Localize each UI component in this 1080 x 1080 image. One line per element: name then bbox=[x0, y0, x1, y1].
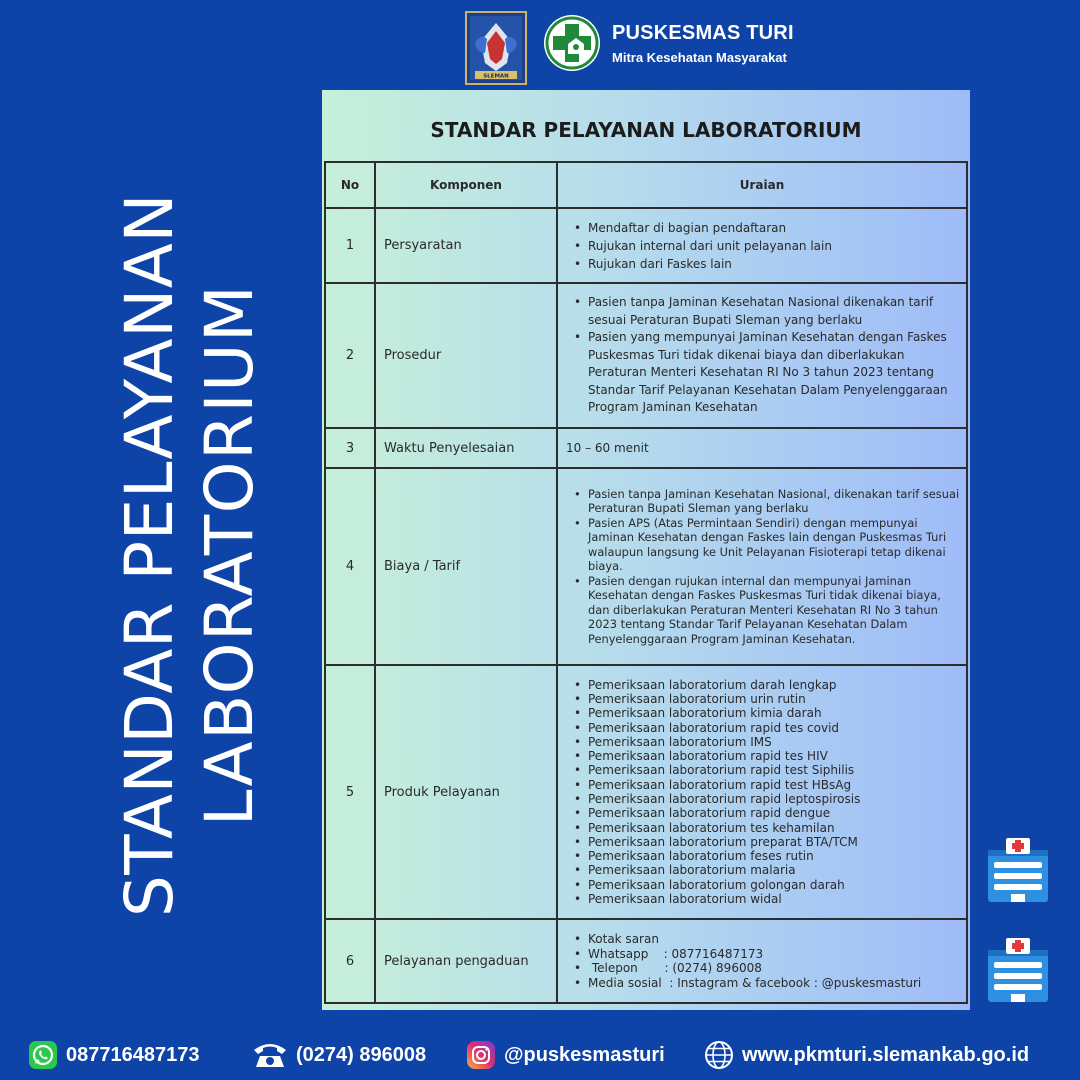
svg-text:SLEMAN: SLEMAN bbox=[483, 73, 509, 80]
list-item: • Pemeriksaan laboratorium tes kehamilan bbox=[574, 821, 960, 835]
card-title: STANDAR PELAYANAN LABORATORIUM bbox=[430, 118, 862, 142]
footer-phone-text: (0274) 896008 bbox=[296, 1043, 427, 1066]
row-number: 6 bbox=[325, 919, 375, 1003]
table-row bbox=[325, 665, 967, 919]
list-item: • Pemeriksaan laboratorium golongan darah bbox=[574, 878, 960, 892]
list-item: • Pemeriksaan laboratorium rapid dengue bbox=[574, 806, 960, 820]
row-number: 5 bbox=[325, 665, 375, 919]
list-item: • Pemeriksaan laboratorium rapid test HBsAg bbox=[574, 778, 960, 792]
header-komponen: Komponen bbox=[375, 162, 557, 208]
list-item: • Pemeriksaan laboratorium rapid test Siphilis bbox=[574, 763, 960, 777]
list-item: • Pemeriksaan laboratorium rapid leptospirosis bbox=[574, 792, 960, 806]
list-item: • Pasien tanpa Jaminan Kesehatan Nasional, dikenakan tarif sesuai Peraturan Bupati Sleman yang berlaku bbox=[574, 487, 960, 516]
list-item: • Telepon : (0274) 896008 bbox=[574, 961, 960, 976]
table-row bbox=[325, 283, 967, 428]
row-uraian: 10 – 60 menit bbox=[557, 428, 967, 468]
sleman-emblem-icon bbox=[465, 11, 527, 85]
footer-phone[interactable] bbox=[252, 1038, 426, 1072]
footer-website[interactable] bbox=[704, 1038, 1029, 1072]
row-komponen: Waktu Penyelesaian bbox=[375, 428, 557, 468]
list-item: • Pemeriksaan laboratorium widal bbox=[574, 892, 960, 906]
row-uraian bbox=[557, 208, 967, 283]
row-komponen: Prosedur bbox=[375, 283, 557, 428]
instagram-icon bbox=[466, 1040, 496, 1070]
hospital-icon bbox=[984, 936, 1052, 1004]
row-uraian bbox=[557, 468, 967, 665]
service-standard-table bbox=[324, 161, 968, 1004]
row-komponen: Produk Pelayanan bbox=[375, 665, 557, 919]
header-no: No bbox=[325, 162, 375, 208]
row-uraian bbox=[557, 283, 967, 428]
list-item: • Pemeriksaan laboratorium preparat BTA/TCM bbox=[574, 835, 960, 849]
footer-instagram[interactable] bbox=[466, 1038, 665, 1072]
list-item: • Media sosial : Instagram & facebook : @puskesmasturi bbox=[574, 976, 960, 991]
list-item: • Pemeriksaan laboratorium darah lengkap bbox=[574, 678, 960, 692]
row-number: 3 bbox=[325, 428, 375, 468]
row-uraian bbox=[557, 665, 967, 919]
list-item: • Pemeriksaan laboratorium rapid tes covid bbox=[574, 721, 960, 735]
list-item: • Kotak saran bbox=[574, 932, 960, 947]
row-number: 4 bbox=[325, 468, 375, 665]
service-standard-card bbox=[322, 90, 970, 1010]
list-item: • Pemeriksaan laboratorium malaria bbox=[574, 863, 960, 877]
list-item: • Pemeriksaan laboratorium feses rutin bbox=[574, 849, 960, 863]
globe-icon bbox=[704, 1040, 734, 1070]
side-title bbox=[110, 135, 270, 975]
list-item: • Pasien tanpa Jaminan Kesehatan Nasional dikenakan tarif sesuai Peraturan Bupati Sleman yang berlaku bbox=[574, 294, 960, 329]
table-row bbox=[325, 468, 967, 665]
row-komponen: Persyaratan bbox=[375, 208, 557, 283]
brand-subtitle: Mitra Kesehatan Masyarakat bbox=[612, 50, 787, 65]
row-number: 1 bbox=[325, 208, 375, 283]
list-item: • Pemeriksaan laboratorium urin rutin bbox=[574, 692, 960, 706]
footer-whatsapp-text: 087716487173 bbox=[66, 1043, 200, 1066]
side-title-line-1: STANDAR PELAYANAN bbox=[111, 192, 188, 918]
table-header-row bbox=[325, 162, 967, 208]
list-item: • Pemeriksaan laboratorium kimia darah bbox=[574, 706, 960, 720]
whatsapp-icon bbox=[28, 1040, 58, 1070]
side-title-line-2: LABORATORIUM bbox=[191, 283, 268, 827]
footer-website-text: www.pkmturi.slemankab.go.id bbox=[742, 1043, 1030, 1066]
list-item: • Rujukan dari Faskes lain bbox=[574, 255, 960, 273]
hospital-icon bbox=[984, 836, 1052, 904]
list-item: • Pemeriksaan laboratorium rapid tes HIV bbox=[574, 749, 960, 763]
brand-title: PUSKESMAS TURI bbox=[612, 22, 794, 44]
list-item: • Pasien APS (Atas Permintaan Sendiri) dengan mempunyai Jaminan Kesehatan dengan Faskes lain dengan Puskesmas Turi walaupun langsung ke Unit Pelayanan Fisioterapi tetap dikenai biaya. bbox=[574, 516, 960, 574]
footer-whatsapp[interactable] bbox=[28, 1038, 199, 1072]
table-row bbox=[325, 919, 967, 1003]
puskesmas-logo-icon bbox=[543, 14, 601, 72]
row-komponen: Biaya / Tarif bbox=[375, 468, 557, 665]
table-row bbox=[325, 208, 967, 283]
telephone-icon bbox=[252, 1040, 288, 1070]
row-komponen: Pelayanan pengaduan bbox=[375, 919, 557, 1003]
list-item: • Whatsapp : 087716487173 bbox=[574, 947, 960, 962]
footer-instagram-text: @puskesmasturi bbox=[504, 1043, 665, 1066]
header-uraian: Uraian bbox=[557, 162, 967, 208]
row-number: 2 bbox=[325, 283, 375, 428]
list-item: • Pemeriksaan laboratorium IMS bbox=[574, 735, 960, 749]
row-uraian bbox=[557, 919, 967, 1003]
table-row bbox=[325, 428, 967, 468]
list-item: • Rujukan internal dari unit pelayanan lain bbox=[574, 237, 960, 255]
list-item: • Mendaftar di bagian pendaftaran bbox=[574, 219, 960, 237]
list-item: • Pasien dengan rujukan internal dan mempunyai Jaminan Kesehatan dengan Faskes Puskesmas Turi tidak dikenai biaya, dan diberlakukan Peraturan Menteri Kesehatan RI No 3 tahun 2023 tentang Standar Tarif Pelayanan Kesehatan Dalam Penyelenggaraan Program Jaminan Kesehatan. bbox=[574, 574, 960, 647]
list-item: • Pasien yang mempunyai Jaminan Kesehatan dengan Faskes Puskesmas Turi tidak dikenai biaya dan diberlakukan Peraturan Menteri Kesehatan RI No 3 tahun 2023 tentang Standar Tarif Pelayanan Kesehatan Dalam Penyelenggaraan Program Jaminan Kesehatan bbox=[574, 329, 960, 417]
